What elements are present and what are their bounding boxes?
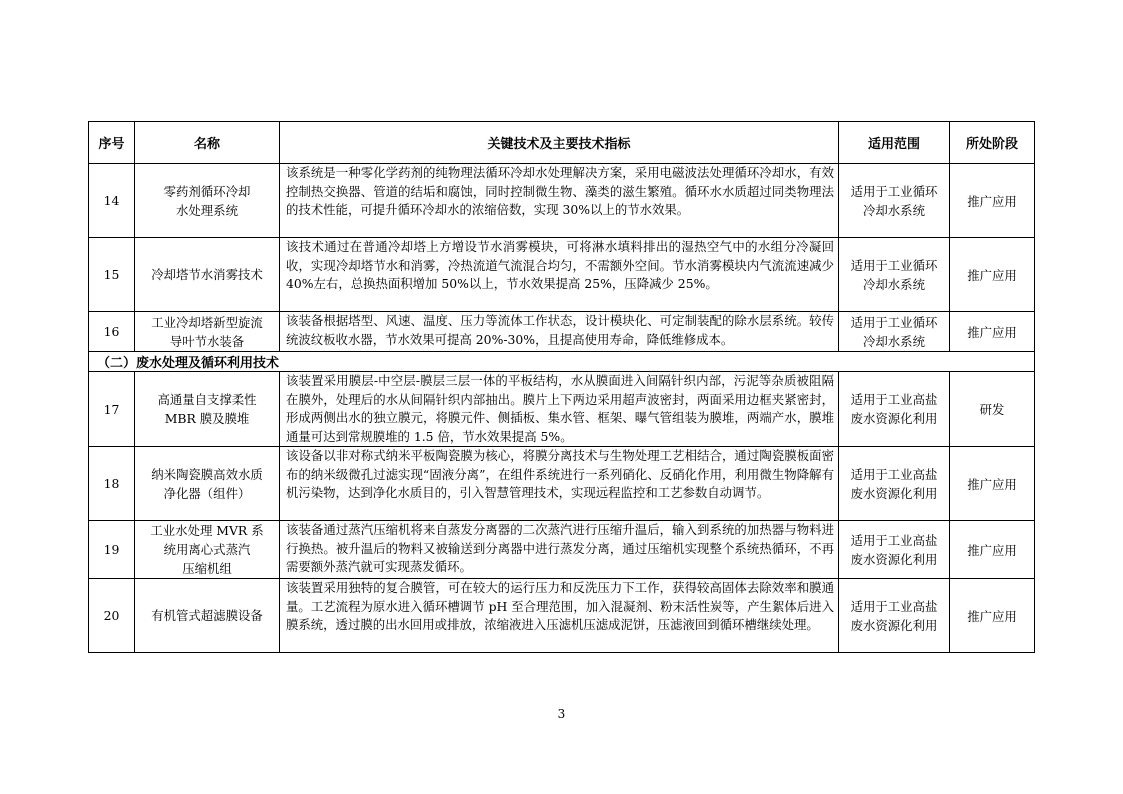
row-stage: 研发 — [950, 372, 1035, 447]
row-description: 该装备根据塔型、风速、温度、压力等流体工作状态，设计模块化、可定制装配的除水层系统。较传统波纹板收水器，节水效果可提高 20%-30%，且提高使用寿命，降低维修成本。 — [280, 312, 839, 352]
row-stage: 推广应用 — [950, 579, 1035, 653]
table-body-wastewater — [89, 372, 1035, 653]
table-section-header — [89, 352, 1035, 372]
row-scope: 适用于工业高盐 废水资源化利用 — [839, 521, 950, 579]
row-name: 有机管式超滤膜设备 — [135, 579, 280, 653]
row-stage: 推广应用 — [950, 447, 1035, 521]
row-description: 该装备通过蒸汽压缩机将来自蒸发分离器的二次蒸汽进行压缩升温后，输入到系统的加热器与物料进行换热。被升温后的物料又被输送到分离器中进行蒸发分离，通过压缩机实现整个系统热循环，不再需要额外蒸汽就可实现蒸发循环。 — [280, 521, 839, 579]
row-scope: 适用于工业循环 冷却水系统 — [839, 164, 950, 238]
row-description: 该装置采用独特的复合膜管，可在较大的运行压力和反洗压力下工作，获得较高固体去除效率和膜通量。工艺流程为原水进入循环槽调节 pH 至合理范围，加入混凝剂、粉末活性炭等，产生絮体后进入膜系统，透过膜的出水回用或排放，浓缩液进入压滤机压滤成泥饼，压滤液回到循环槽继续处理。 — [280, 579, 839, 653]
row-number: 19 — [89, 521, 135, 579]
table-row — [89, 447, 1035, 521]
row-name: 冷却塔节水消雾技术 — [135, 238, 280, 312]
row-name: 纳米陶瓷膜高效水质 净化器（组件） — [135, 447, 280, 521]
header-scope: 适用范围 — [839, 122, 950, 164]
row-name: 高通量自支撑柔性 MBR 膜及膜堆 — [135, 372, 280, 447]
row-number: 20 — [89, 579, 135, 653]
row-stage: 推广应用 — [950, 164, 1035, 238]
table-row — [89, 164, 1035, 238]
row-number: 17 — [89, 372, 135, 447]
row-description: 该系统是一种零化学药剂的纯物理法循环冷却水处理解决方案，采用电磁波法处理循环冷却水，有效控制热交换器、管道的结垢和腐蚀，同时控制微生物、藻类的滋生繁殖。循环水水质超过同类物理法的技术性能，可提升循环冷却水的浓缩倍数，实现 30%以上的节水效果。 — [280, 164, 839, 238]
row-number: 15 — [89, 238, 135, 312]
row-scope: 适用于工业高盐 废水资源化利用 — [839, 579, 950, 653]
technology-table — [88, 121, 1035, 653]
page-number: 3 — [557, 707, 566, 721]
header-stage: 所处阶段 — [950, 122, 1035, 164]
section-title: （二）废水处理及循环利用技术 — [89, 352, 1035, 372]
table-header-row — [89, 122, 1035, 164]
section-row — [89, 352, 1035, 372]
row-description: 该技术通过在普通冷却塔上方增设节水消雾模块，可将淋水填料排出的湿热空气中的水组分冷凝回收，实现冷却塔节水和消雾，冷热流道气流混合均匀，不需额外空间。节水消雾模块内气流流速减少 40%左右，总换热面积增加 50%以上，节水效果提高 25%，压降减少 25%。 — [280, 238, 839, 312]
row-number: 16 — [89, 312, 135, 352]
table-row — [89, 579, 1035, 653]
header-desc: 关键技术及主要技术指标 — [280, 122, 839, 164]
table-row — [89, 372, 1035, 447]
table-body-cooling — [89, 164, 1035, 352]
row-scope: 适用于工业高盐 废水资源化利用 — [839, 372, 950, 447]
row-scope: 适用于工业循环 冷却水系统 — [839, 238, 950, 312]
row-description: 该装置采用膜层-中空层-膜层三层一体的平板结构，水从膜面进入间隔针织内部，污泥等杂质被阻隔在膜外，处理后的水从间隔针织内部抽出。膜片上下两边采用超声波密封，两面采用边框夹紧密封，形成两侧出水的独立膜元，将膜元件、侧插板、集水管、框架、曝气管组装为膜堆，两端产水，膜堆通量可达到常规膜堆的 1.5 倍，节水效果提高 5%。 — [280, 372, 839, 447]
row-stage: 推广应用 — [950, 238, 1035, 312]
row-name: 工业冷却塔新型旋流 导叶节水装备 — [135, 312, 280, 352]
row-number: 18 — [89, 447, 135, 521]
row-scope: 适用于工业高盐 废水资源化利用 — [839, 447, 950, 521]
table-row — [89, 312, 1035, 352]
header-num: 序号 — [89, 122, 135, 164]
row-name: 零药剂循环冷却 水处理系统 — [135, 164, 280, 238]
table-row — [89, 238, 1035, 312]
header-name: 名称 — [135, 122, 280, 164]
row-stage: 推广应用 — [950, 312, 1035, 352]
row-name: 工业水处理 MVR 系 统用离心式蒸汽 压缩机组 — [135, 521, 280, 579]
row-stage: 推广应用 — [950, 521, 1035, 579]
row-scope: 适用于工业循环 冷却水系统 — [839, 312, 950, 352]
table-row — [89, 521, 1035, 579]
row-number: 14 — [89, 164, 135, 238]
row-description: 该设备以非对称式纳米平板陶瓷膜为核心，将膜分离技术与生物处理工艺相结合，通过陶瓷膜板面密布的纳米级微孔过滤实现“固液分离”，在组件系统进行一系列硝化、反硝化作用，利用微生物降解有机污染物，达到净化水质目的，引入智慧管理技术，实现远程监控和工艺参数自动调节。 — [280, 447, 839, 521]
